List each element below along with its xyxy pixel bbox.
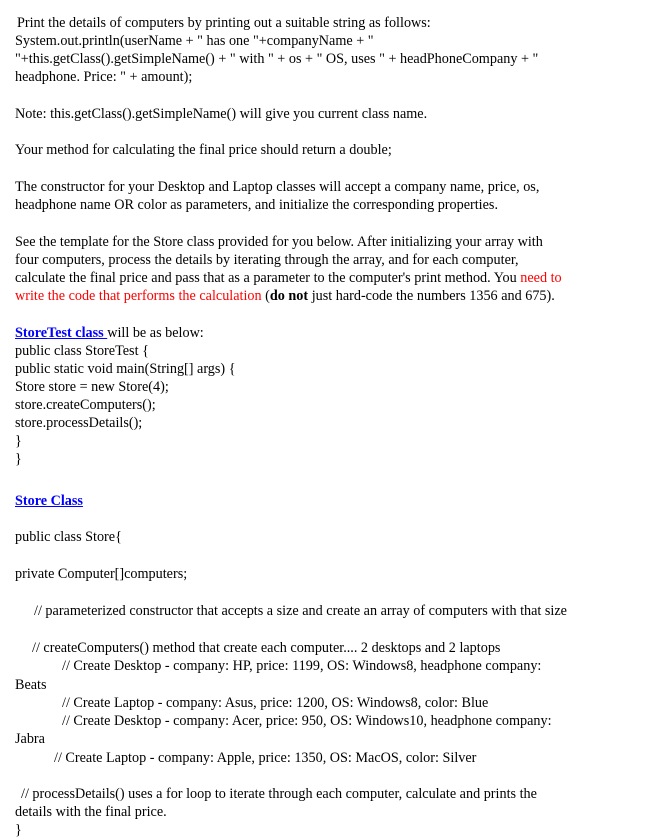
- template-line-1: See the template for the Store class provided for you below. After initializing your array with: [15, 234, 543, 250]
- store-field-declaration: private Computer[]computers;: [15, 566, 188, 582]
- note-line: Note: this.getClass().getSimpleName() will give you current class name.: [15, 106, 428, 122]
- intro-line-1: Print the details of computers by printing out a suitable string as follows:: [17, 15, 431, 31]
- constructor-comment: // parameterized constructor that accepts a size and create an array of computers with that size: [34, 603, 567, 619]
- store-class-closing-brace: }: [15, 822, 22, 838]
- template-line-4: [15, 287, 555, 305]
- constructor-line-1: The constructor for your Desktop and Laptop classes will accept a company name, price, os,: [15, 179, 540, 195]
- constructor-line-2: headphone name OR color as parameters, and initialize the corresponding properties.: [15, 197, 498, 213]
- create-desktop-hp-continued: Beats: [15, 677, 47, 693]
- process-details-comment: // processDetails() uses a for loop to iterate through each computer, calculate and prints the: [21, 786, 537, 802]
- template-line-3-text: calculate the final price and pass that as a parameter to the computer's print method. You: [15, 270, 521, 286]
- create-desktop-acer-comment: // Create Desktop - company: Acer, price: 950, OS: Windows10, headphone company:: [62, 713, 552, 729]
- template-line-4-emphasis: write the code that performs the calculation: [15, 288, 262, 304]
- storetest-code-line: Store store = new Store(4);: [15, 379, 169, 395]
- intro-line-4: headphone. Price: " + amount);: [15, 69, 193, 85]
- create-laptop-apple-comment: // Create Laptop - company: Apple, price: 1350, OS: MacOS, color: Silver: [54, 750, 477, 766]
- storetest-code-line: store.processDetails();: [15, 415, 143, 431]
- storetest-code-line: }: [15, 451, 22, 467]
- storetest-code-line: }: [15, 433, 22, 449]
- store-class-link[interactable]: Store Class: [15, 493, 83, 509]
- template-line-4-close: just hard-code the numbers 1356 and 675).: [308, 288, 555, 304]
- storetest-class-link[interactable]: StoreTest class: [15, 325, 108, 341]
- storetest-code-line: store.createComputers();: [15, 397, 156, 413]
- storetest-code-line: public static void main(String[] args) {: [15, 361, 236, 377]
- storetest-heading-rest: will be as below:: [107, 325, 204, 341]
- method-note-line: Your method for calculating the final price should return a double;: [15, 142, 392, 158]
- intro-line-2: System.out.println(userName + " has one "+companyName + ": [15, 33, 374, 49]
- create-laptop-asus-comment: // Create Laptop - company: Asus, price: 1200, OS: Windows8, color: Blue: [62, 695, 489, 711]
- create-desktop-acer-continued: Jabra: [15, 731, 45, 747]
- process-details-continued: details with the final price.: [15, 804, 167, 820]
- store-class-declaration: public class Store{: [15, 529, 122, 545]
- template-line-3-emphasis: need to: [520, 270, 562, 286]
- storetest-code-line: public class StoreTest {: [15, 343, 149, 359]
- template-line-3: [15, 269, 562, 287]
- storetest-heading: [15, 324, 204, 342]
- create-desktop-hp-comment: // Create Desktop - company: HP, price: 1199, OS: Windows8, headphone company:: [62, 658, 542, 674]
- template-line-4-open: (: [261, 288, 270, 304]
- template-line-2: four computers, process the details by iterating through the array, and for each computer,: [15, 252, 519, 268]
- create-computers-comment: // createComputers() method that create each computer.... 2 desktops and 2 laptops: [32, 640, 501, 656]
- template-line-4-bold: do not: [269, 288, 309, 304]
- intro-line-3: "+this.getClass().getSimpleName() + " with " + os + " OS, uses " + headPhoneCompany + ": [15, 51, 539, 67]
